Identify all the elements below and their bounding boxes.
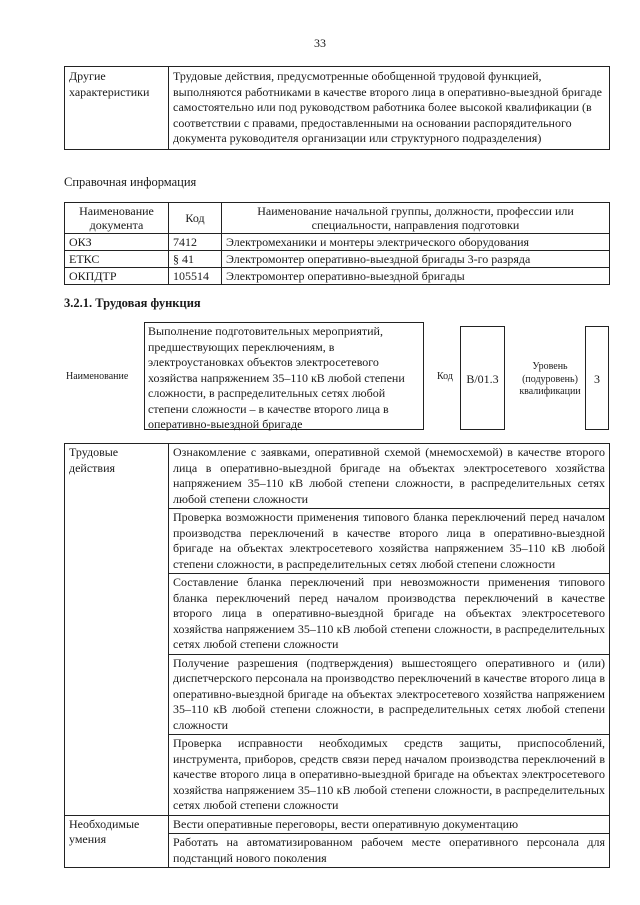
cell-code: 7412	[169, 234, 222, 251]
function-code-value: B/01.3	[460, 326, 505, 430]
column-header-group-name: Наименование начальной группы, должности, профессии или специальности, направления подготовки	[222, 203, 610, 234]
labor-action-item: Проверка возможности применения типового бланка переключений перед началом производства переключений в качестве второго лица в оперативно-выездной бригаде на объектах электросетевого хозяйства напряжением 35–110 кВ любой степени сложности, в распределительных сетях любой степени сложности	[169, 509, 610, 574]
labor-action-item: Проверка исправности необходимых средств защиты, приспособлений, инструмента, приборов, средств связи перед началом производства переключений в качестве второго лица в оперативно-выездной бригаде на объектах электросетевого хозяйства напряжением 35–110 кВ любой степени сложности, в распределительных сетях любой степени сложности	[169, 735, 610, 816]
cell-group-name: Электромеханики и монтеры электрического оборудования	[222, 234, 610, 251]
labor-function-table	[64, 443, 610, 868]
table-row	[65, 268, 610, 285]
other-characteristics-text: Трудовые действия, предусмотренные обобщенной трудовой функцией, выполняются работниками в качестве второго лица в оперативно-выездной бригаде самостоятельно или под руководством работника более высокой квалификации (в соответствии с правами, предоставленными на основании распорядительного документа руководителя организации или структурного подразделения)	[169, 67, 610, 150]
cell-document: ОКЗ	[65, 234, 169, 251]
function-name-value: Выполнение подготовительных мероприятий, предшествующих переключениям, в электроустановках объектов электросетевого хозяйства напряжением 35–110 кВ любой степени сложности, в распределительных сетях любой степени сложности – в качестве второго лица в оперативно-выездной бригаде	[144, 322, 424, 430]
skills-label: Необходимые умения	[65, 815, 169, 868]
cell-document: ОКПДТР	[65, 268, 169, 285]
function-heading: 3.2.1. Трудовая функция	[64, 296, 201, 310]
table-row	[65, 251, 610, 268]
table-row	[65, 67, 610, 150]
labor-actions-label: Трудовые действия	[65, 444, 169, 816]
reference-table	[64, 202, 610, 285]
skill-item: Работать на автоматизированном рабочем месте оперативного персонала для подстанций нового поколения	[169, 834, 610, 868]
function-name-label: Наименование	[66, 371, 129, 382]
column-header-code: Код	[169, 203, 222, 234]
cell-group-name: Электромонтер оперативно-выездной бригады 3-го разряда	[222, 251, 610, 268]
other-characteristics-table	[64, 66, 610, 150]
cell-code: 105514	[169, 268, 222, 285]
table-row	[65, 815, 610, 834]
qualification-level-label: Уровень (подуровень) квалификации	[519, 361, 581, 397]
labor-action-item: Составление бланка переключений при невозможности применения типового бланка переключений перед началом производства переключений в качестве второго лица в оперативно-выездной бригаде на объектах электросетевого хозяйства напряжением 35–110 кВ любой степени сложности, в распределительных сетях любой степени сложности	[169, 574, 610, 655]
table-row	[65, 234, 610, 251]
qualification-level-value: 3	[585, 326, 609, 430]
function-code-label: Код	[437, 371, 453, 382]
reference-heading: Справочная информация	[64, 175, 197, 189]
other-characteristics-label: Другие характеристики	[65, 67, 169, 150]
page-number: 33	[314, 36, 326, 50]
labor-action-item: Получение разрешения (подтверждения) вышестоящего оперативного и (или) диспетчерского персонала на производство переключений в качестве второго лица в оперативно-выездной бригаде на объектах электросетевого хозяйства напряжением 35–110 кВ любой степени сложности, в распределительных сетях любой степени сложности	[169, 654, 610, 735]
skill-item: Вести оперативные переговоры, вести оперативную документацию	[169, 815, 610, 834]
cell-code: § 41	[169, 251, 222, 268]
table-header-row	[65, 203, 610, 234]
table-row	[65, 444, 610, 509]
labor-action-item: Ознакомление с заявками, оперативной схемой (мнемосхемой) в качестве второго лица в оперативно-выездной бригаде на объектах электросетевого хозяйства напряжением 35–110 кВ любой степени сложности, в распределительных сетях любой степени сложности	[169, 444, 610, 509]
column-header-document: Наименование документа	[65, 203, 169, 234]
cell-group-name: Электромонтер оперативно-выездной бригады	[222, 268, 610, 285]
cell-document: ЕТКС	[65, 251, 169, 268]
